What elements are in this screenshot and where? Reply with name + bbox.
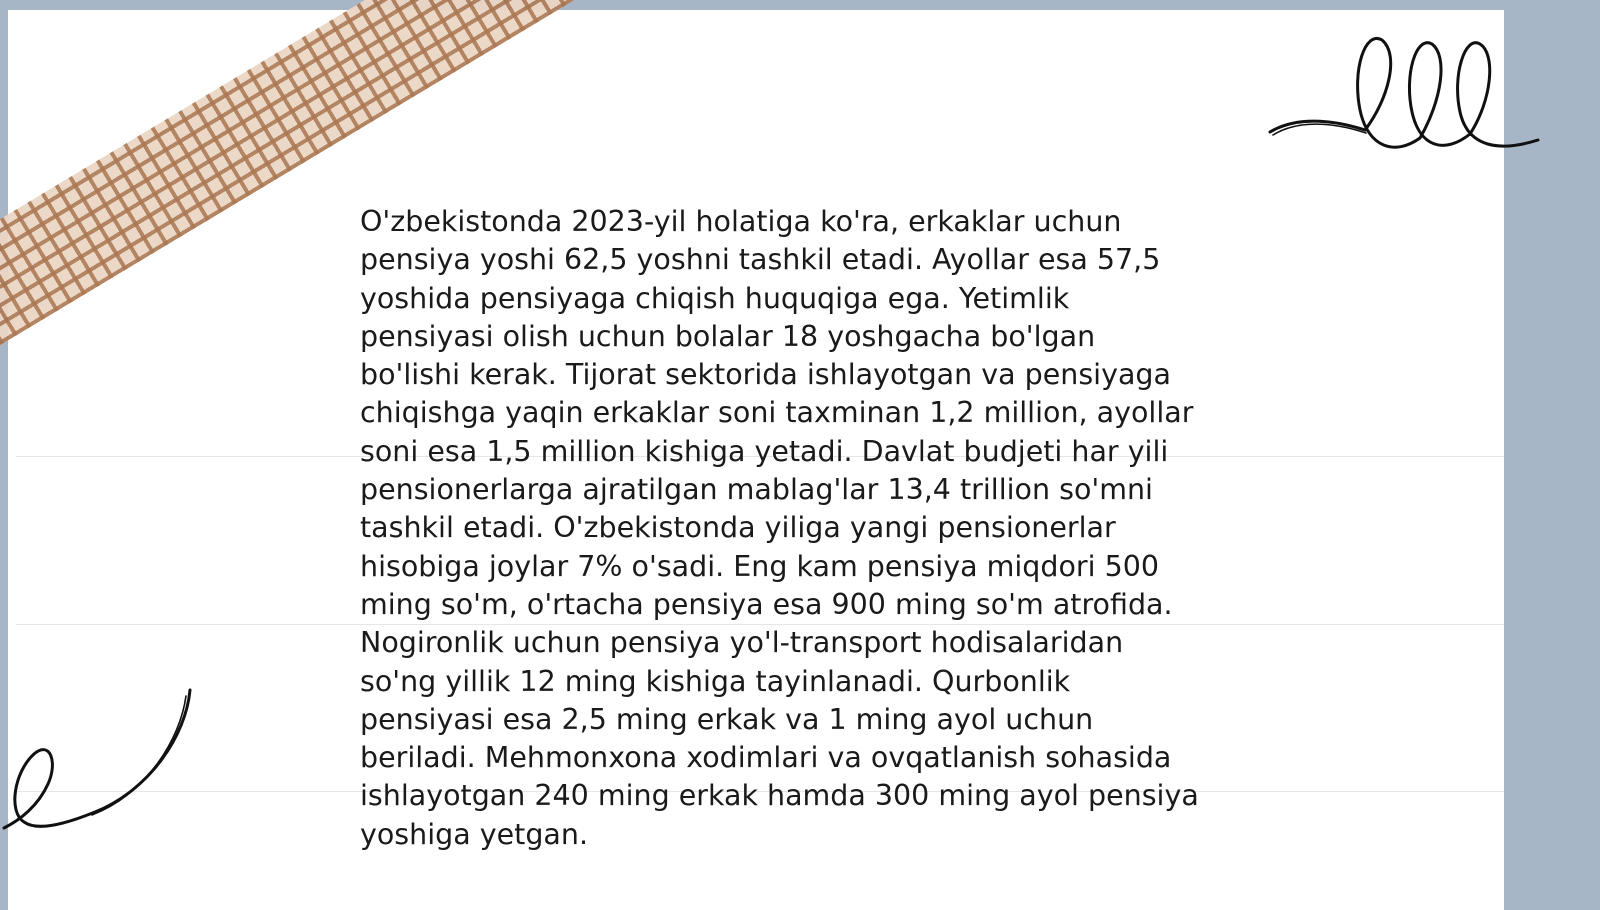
pension-paragraph: O'zbekistonda 2023-yil holatiga ko'ra, erkaklar uchun pensiya yoshi 62,5 yoshni tashkil etadi. Ayollar esa 57,5 yoshida pensiyaga chiqish huquqiga ega. Yetimlik pensiyasi olish uchun bolalar 18 yoshgacha bo'lgan bo'lishi kerak. Tijorat sektorida ishlayotgan va pensiyaga chiqishga yaqin erkaklar soni taxminan 1,2 million, ayollar soni esa 1,5 million kishiga yetadi. Davlat budjeti har yili pensionerlarga ajratilgan mablag'lar 13,4 trillion so'mni tashkil etadi. O'zbekistonda yiliga yangi pensionerlar hisobiga joylar 7% o'sadi. Eng kam pensiya miqdori 500 ming so'm, o'rtacha pensiya esa 900 ming so'm atrofida. Nogironlik uchun pensiya yo'l-transport hodisalaridan so'ng yillik 12 ming kishiga tayinlanadi. Qurbonlik pensiyasi esa 2,5 ming erkak va 1 ming ayol uchun beriladi. Mehmonxona xodimlari va ovqatlanish sohasida ishlayotgan 240 ming erkak hamda 300 ming ayol pensiya yoshiga yetgan. — [360, 205, 1199, 851]
loop-doodle-bottom-left — [0, 690, 200, 850]
loop-doodle-top-right — [1270, 30, 1600, 160]
